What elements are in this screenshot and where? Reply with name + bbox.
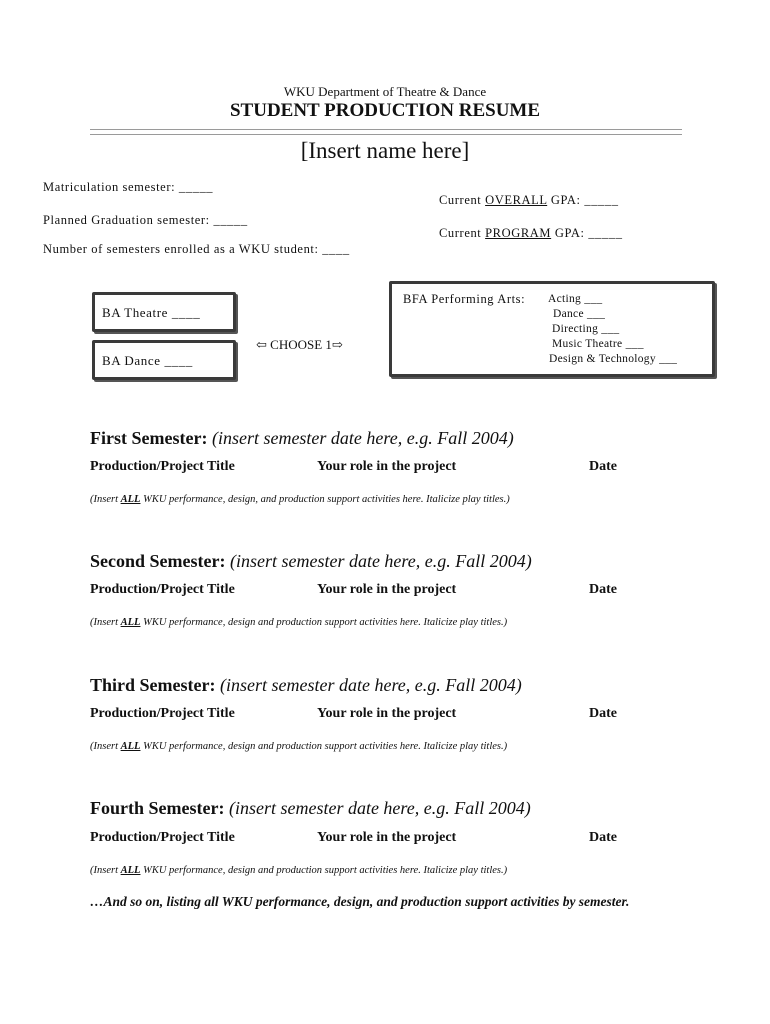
column-date: Date: [589, 582, 617, 597]
bfa-option-music-theatre[interactable]: Music Theatre ___: [552, 338, 644, 350]
semesters-enrolled-field[interactable]: Number of semesters enrolled as a WKU student: ____: [43, 242, 350, 256]
note-emphasis: ALL: [120, 741, 141, 752]
column-role: Your role in the project: [317, 582, 457, 597]
note-suffix: WKU performance, design, and production support activities here. Italicize play titles.): [140, 494, 510, 505]
note-suffix: WKU performance, design and production support activities here. Italicize play titles.): [140, 617, 508, 628]
note-suffix: WKU performance, design and production support activities here. Italicize play titles.): [140, 741, 508, 752]
semester-heading: [90, 551, 532, 572]
semester-heading: [90, 675, 522, 696]
semester-note: [90, 741, 507, 752]
note-prefix: (Insert: [90, 494, 121, 505]
program-gpa-emphasis: PROGRAM: [485, 226, 552, 240]
note-prefix: (Insert: [90, 865, 121, 876]
overall-gpa-field[interactable]: [439, 193, 619, 208]
overall-gpa-emphasis: OVERALL: [485, 193, 548, 207]
student-name-field[interactable]: [Insert name here]: [300, 138, 470, 163]
ba-theatre-box[interactable]: [92, 292, 236, 332]
closing-instruction: …And so on, listing all WKU performance, design, and production support activities by semester.: [90, 894, 630, 909]
ba-dance-label: BA Dance ____: [102, 353, 193, 368]
semester-heading: [90, 428, 514, 449]
bfa-performing-arts-box[interactable]: [389, 281, 715, 377]
overall-gpa-suffix: GPA: _____: [547, 193, 619, 207]
column-role: Your role in the project: [317, 830, 457, 845]
semester-note: [90, 617, 507, 628]
graduation-semester-field[interactable]: Planned Graduation semester: _____: [43, 213, 248, 227]
bfa-title: BFA Performing Arts:: [403, 292, 526, 306]
column-date: Date: [589, 459, 617, 474]
semester-heading: [90, 798, 531, 819]
column-role: Your role in the project: [317, 459, 457, 474]
semester-hint: (insert semester date here, e.g. Fall 2004): [224, 798, 531, 818]
column-production-title: Production/Project Title: [90, 582, 235, 597]
semester-note: [90, 865, 507, 876]
column-date: Date: [589, 706, 617, 721]
semester-name: Fourth Semester:: [90, 798, 225, 818]
document-title: STUDENT PRODUCTION RESUME: [229, 100, 541, 121]
department-name: WKU Department of Theatre & Dance: [283, 84, 487, 99]
bfa-option-dance[interactable]: Dance ___: [553, 308, 606, 320]
semester-hint: (insert semester date here, e.g. Fall 2004): [225, 551, 532, 571]
ba-theatre-label: BA Theatre ____: [102, 305, 201, 320]
semester-hint: (insert semester date here, e.g. Fall 2004): [207, 428, 514, 448]
bfa-option-directing[interactable]: Directing ___: [552, 323, 620, 335]
matriculation-semester-field[interactable]: Matriculation semester: _____: [43, 180, 214, 194]
column-production-title: Production/Project Title: [90, 706, 235, 721]
semester-hint: (insert semester date here, e.g. Fall 2004): [215, 675, 522, 695]
semester-name: Second Semester:: [90, 551, 226, 571]
title-divider: [90, 129, 682, 135]
program-gpa-prefix: Current: [439, 226, 486, 240]
semester-name: Third Semester:: [90, 675, 216, 695]
bfa-option-design-technology[interactable]: Design & Technology ___: [549, 353, 678, 365]
column-role: Your role in the project: [317, 706, 457, 721]
semester-name: First Semester:: [90, 428, 208, 448]
semester-note: [90, 494, 510, 505]
program-gpa-field[interactable]: [439, 226, 623, 241]
note-emphasis: ALL: [120, 617, 141, 628]
note-emphasis: ALL: [120, 494, 141, 505]
column-production-title: Production/Project Title: [90, 830, 235, 845]
note-emphasis: ALL: [120, 865, 141, 876]
bfa-option-acting[interactable]: Acting ___: [548, 293, 603, 305]
column-date: Date: [589, 830, 617, 845]
note-suffix: WKU performance, design and production support activities here. Italicize play titles.): [140, 865, 508, 876]
overall-gpa-prefix: Current: [439, 193, 486, 207]
ba-dance-box[interactable]: [92, 340, 236, 380]
program-gpa-suffix: GPA: _____: [551, 226, 623, 240]
note-prefix: (Insert: [90, 741, 121, 752]
note-prefix: (Insert: [90, 617, 121, 628]
column-production-title: Production/Project Title: [90, 459, 235, 474]
choose-one-label: ⇦ CHOOSE 1⇨: [256, 337, 343, 352]
